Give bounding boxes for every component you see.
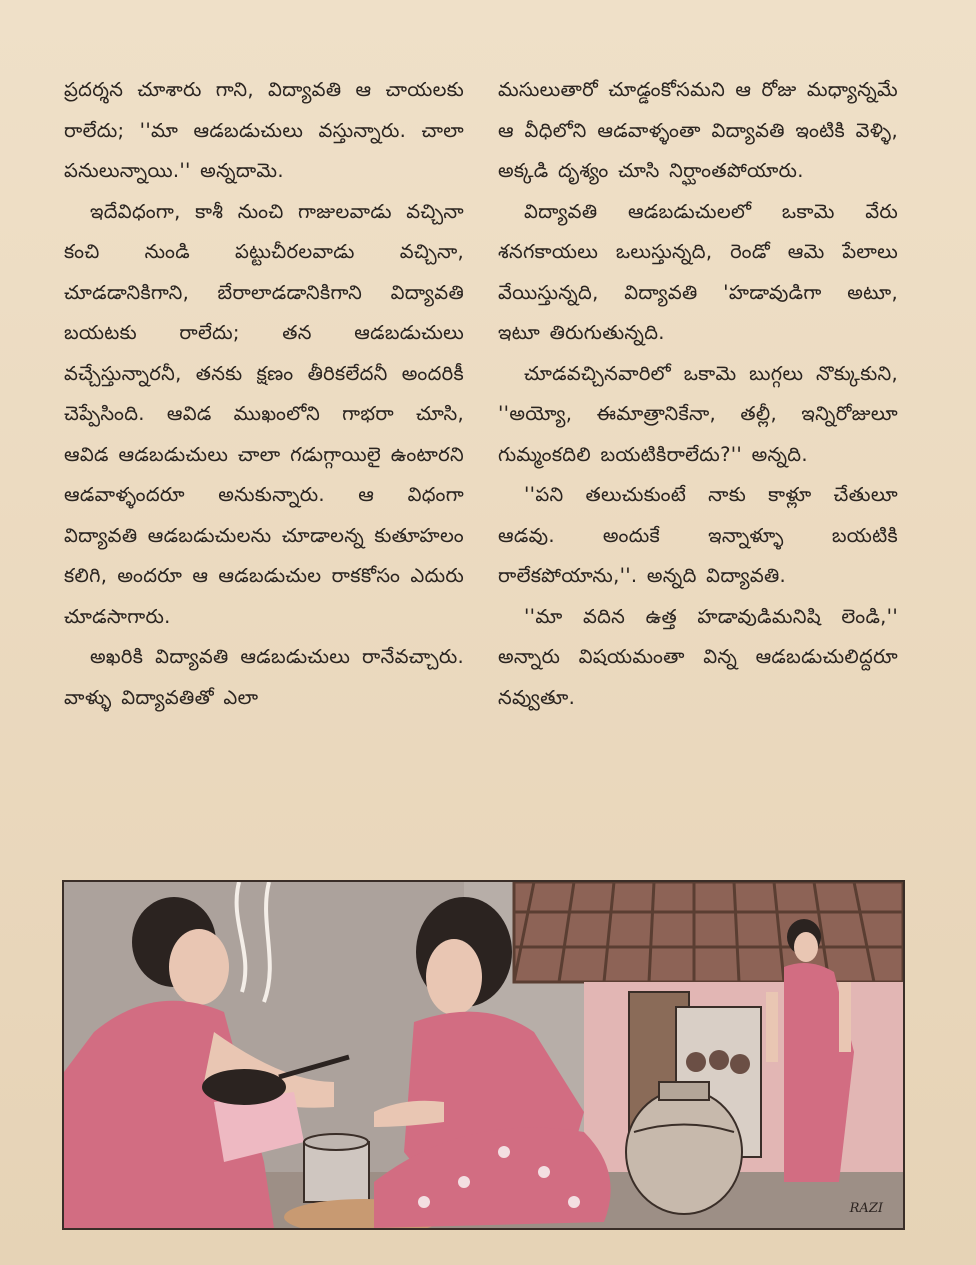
artist-signature: RAZI [849,1201,883,1216]
paragraph: విద్యావతి ఆడబడుచులలో ఒకామె వేరు శనగకాయలు ఒలుస్తున్నది, రెండో ఆమె పేలాలు వేయిస్తున్నది, విద్యావతి 'హడావుడిగా అటూ, ఇటూ తిరుగుతున్నది. [498,199,898,344]
paragraph: మసులుతారో చూడ్డంకోసమని ఆ రోజు మధ్యాన్నమే ఆ వీధిలోని ఆడవాళ్ళంతా విద్యావతి ఇంటికి వెళ్ళి, అక్కడి దృశ్యం చూసి నిర్ఘాంతపోయారు. [498,78,898,182]
frying-pan [202,1069,286,1105]
paragraph: ''పని తలుచుకుంటే నాకు కాళ్లూ చేతులూ ఆడవు. అందుకే ఇన్నాళ్ళూ బయటికి రాలేకపోయాను,''. అన్నది విద్యావతి. [498,483,898,587]
steel-vessel [304,1142,369,1202]
paragraph: ''మా వదిన ఉత్త హడావుడిమనిషి లెండి,'' అన్నారు విషయమంతా విన్న ఆడబడుచులిద్దరూ నవ్వుతూ. [498,604,898,709]
left-text-column [64,70,464,718]
story-illustration [62,880,905,1230]
paragraph: చూడవచ్చినవారిలో ఒకామె బుగ్గలు నొక్కుకుని, ''అయ్యో, ఈమాత్రానికేనా, తల్లీ, ఇన్నిరోజులూ గుమ్మంకదిలి బయటికిరాలేదు?'' అన్నది. [498,361,898,466]
paragraph: అఖరికి విద్యావతి ఆడబడుచులు రానేవచ్చారు. వాళ్ళు విద్యావతితో ఎలా [64,645,464,709]
paragraph: ప్రదర్శన చూశారు గాని, విద్యావతి ఆ చాయలకు రాలేదు; ''మా ఆడబడుచులు వస్తున్నారు. చాలా పనులున్నాయి.'' అన్నదామె. [64,78,464,182]
roof-tiles [514,882,903,982]
right-text-column [498,70,898,718]
paragraph: ఇదేవిధంగా, కాశీ నుంచి గాజులవాడు వచ్చినా కంచి నుండి పట్టుచీరలవాడు వచ్చినా, చూడడానికిగాని, బేరాలాడడానికిగాని విద్యావతి బయటకు రాలేదు; తన ఆడబడుచులు వచ్చేస్తున్నారనీ, తనకు క్షణం తీరికలేదనీ అందరికీ చెప్పేసింది. ఆవిడ ముఖంలోని గాభరా చూసి, ఆవిడ ఆడబడుచులు చాలా గడుగ్గాయిలై ఉంటారని ఆడవాళ్ళందరూ అనుకున్నారు. ఆ విధంగా విద్యావతి ఆడబడుచులను చూడాలన్న కుతూహలం కలిగి, అందరూ ఆ ఆడబడుచుల రాకకోసం ఎదురు చూడసాగారు. [64,199,464,628]
